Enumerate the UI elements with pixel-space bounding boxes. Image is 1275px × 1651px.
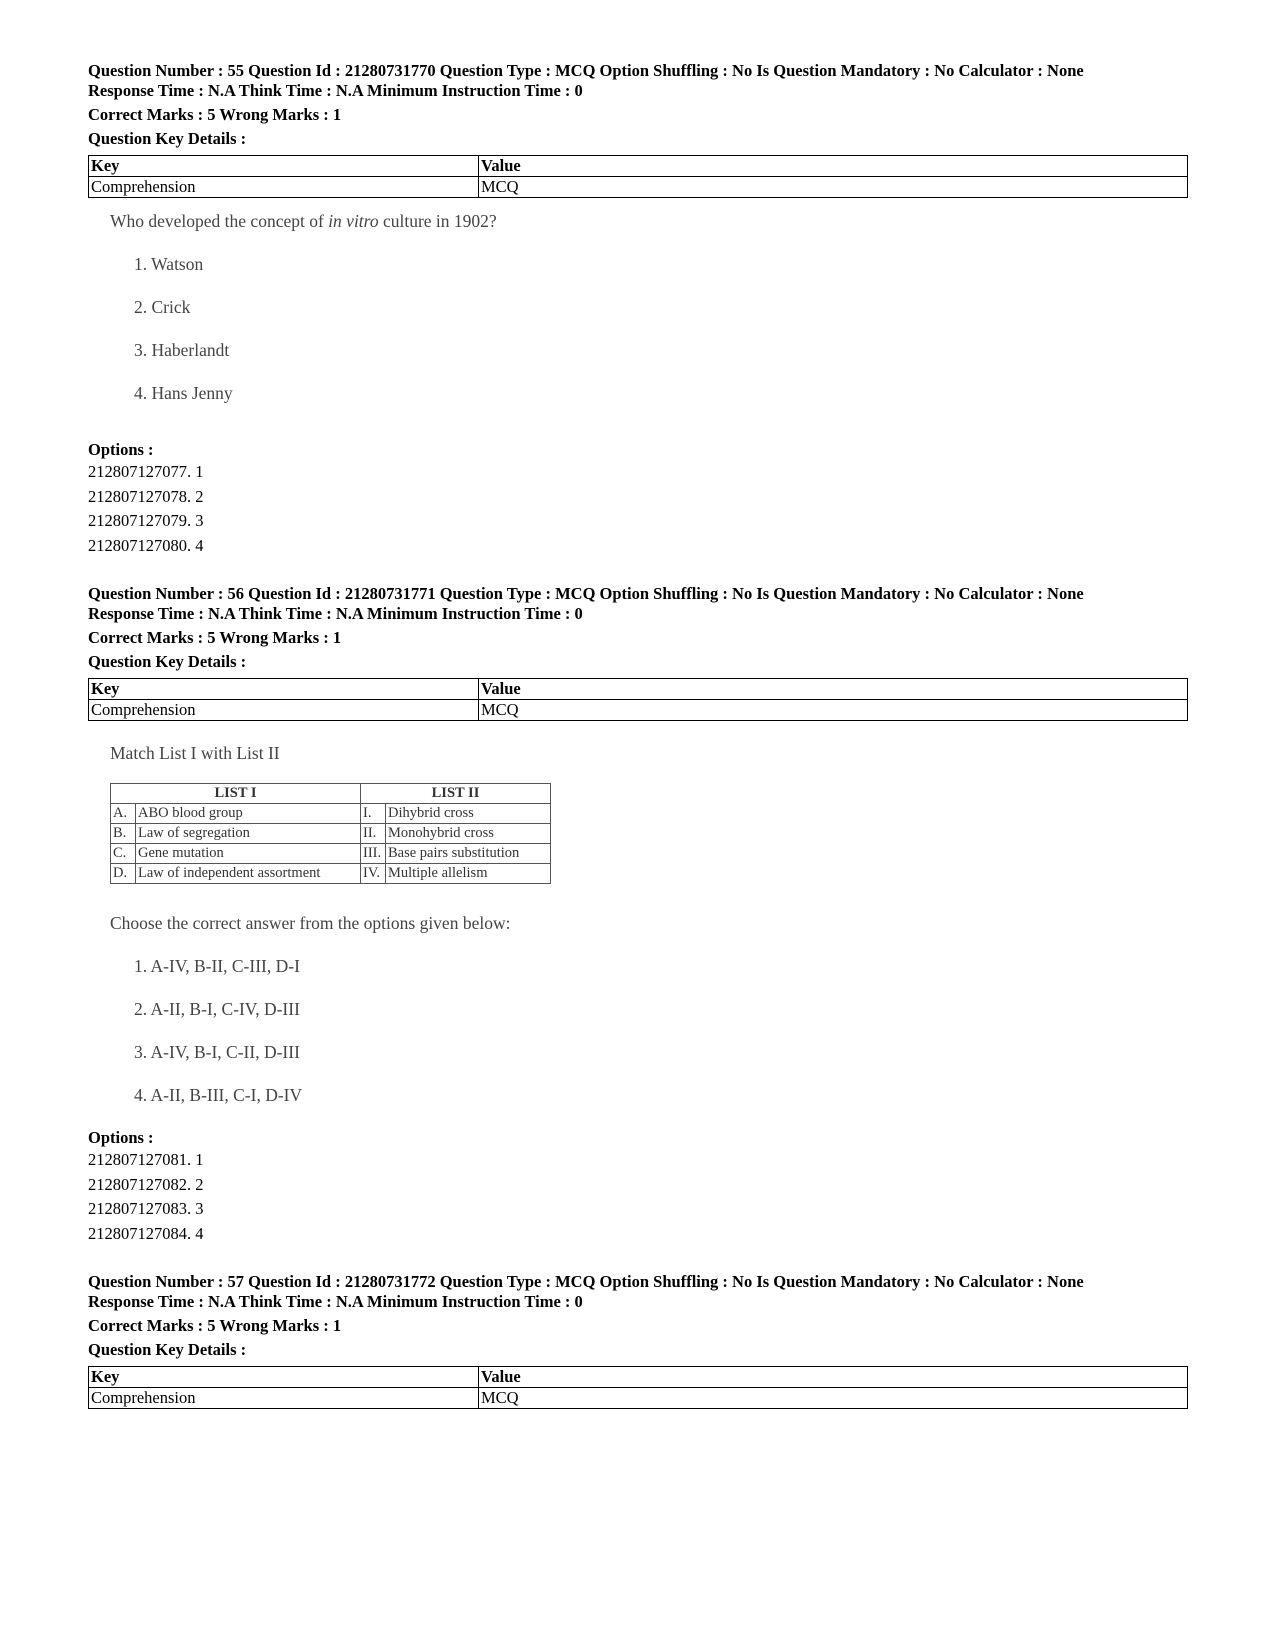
instruction-text: Choose the correct answer from the options given below: (110, 913, 511, 933)
response-time-line: Response Time : N.A Think Time : N.A Minimum Instruction Time : 0 (88, 604, 583, 623)
option-item: 212807127080. 4 (88, 535, 204, 555)
option-item: 212807127077. 1 (88, 462, 204, 481)
marks-line: Correct Marks : 5 Wrong Marks : 1 (88, 1316, 342, 1335)
value-header: Value (479, 1367, 1188, 1388)
choice: 1. A-IV, B-II, C-III, D-I (134, 956, 300, 976)
key-details-label: Question Key Details : (88, 652, 247, 671)
question-header: Question Number : 56 Question Id : 21280731771 Question Type : MCQ Option Shuffling : No Is Question Mandatory : No Calculator : None (88, 584, 1084, 603)
key-details-label: Question Key Details : (88, 1340, 247, 1359)
option-item: 212807127081. 1 (88, 1150, 204, 1169)
value-cell: MCQ (479, 1388, 1188, 1409)
value-cell: MCQ (479, 700, 1188, 721)
question-stem: Who developed the concept of in vitro culture in 1902? (110, 211, 497, 231)
list-1-header: LIST I (111, 784, 361, 804)
choice: 3. A-IV, B-I, C-II, D-III (134, 1042, 300, 1062)
table-row: B. Law of segregation II. Monohybrid cross (111, 824, 551, 844)
question-56 (88, 584, 1188, 1246)
key-cell: Comprehension (89, 700, 479, 721)
key-header: Key (89, 1367, 479, 1388)
key-details-table (88, 678, 1188, 721)
list-2-header: LIST II (361, 784, 551, 804)
choice: 4. A-II, B-III, C-I, D-IV (134, 1085, 303, 1105)
option-item: 212807127084. 4 (88, 1223, 204, 1243)
response-time-line: Response Time : N.A Think Time : N.A Minimum Instruction Time : 0 (88, 1292, 583, 1311)
key-details-table (88, 155, 1188, 198)
option-item: 212807127078. 2 (88, 486, 204, 506)
question-57 (88, 1272, 1188, 1409)
choice: 4. Hans Jenny (134, 383, 233, 403)
option-item: 212807127082. 2 (88, 1174, 204, 1194)
question-image (88, 721, 1188, 1116)
options-list (88, 460, 1188, 558)
response-time-line: Response Time : N.A Think Time : N.A Minimum Instruction Time : 0 (88, 81, 583, 100)
key-header: Key (89, 679, 479, 700)
options-list (88, 1148, 1188, 1246)
choice: 2. Crick (134, 297, 191, 317)
table-row: C. Gene mutation III. Base pairs substitution (111, 844, 551, 864)
match-list-table (110, 783, 551, 884)
question-header: Question Number : 55 Question Id : 21280731770 Question Type : MCQ Option Shuffling : No Is Question Mandatory : No Calculator : None (88, 61, 1084, 80)
marks-line: Correct Marks : 5 Wrong Marks : 1 (88, 105, 342, 124)
question-55 (88, 61, 1188, 558)
key-details-table (88, 1366, 1188, 1409)
value-cell: MCQ (479, 177, 1188, 198)
question-header: Question Number : 57 Question Id : 21280731772 Question Type : MCQ Option Shuffling : No Is Question Mandatory : No Calculator : None (88, 1272, 1084, 1291)
choice: 2. A-II, B-I, C-IV, D-III (134, 999, 300, 1019)
option-item: 212807127079. 3 (88, 511, 204, 530)
key-header: Key (89, 156, 479, 177)
key-details-label: Question Key Details : (88, 129, 247, 148)
table-row: D. Law of independent assortment IV. Multiple allelism (111, 864, 551, 884)
question-image (88, 198, 1188, 426)
table-row: A. ABO blood group I. Dihybrid cross (111, 804, 551, 824)
choice: 1. Watson (134, 254, 204, 274)
options-label: Options : (88, 1128, 154, 1147)
value-header: Value (479, 156, 1188, 177)
question-stem: Match List I with List II (110, 743, 280, 763)
stem-italic: in vitro (328, 211, 379, 231)
key-cell: Comprehension (89, 1388, 479, 1409)
marks-line: Correct Marks : 5 Wrong Marks : 1 (88, 628, 342, 647)
option-item: 212807127083. 3 (88, 1199, 204, 1218)
key-cell: Comprehension (89, 177, 479, 198)
choice: 3. Haberlandt (134, 340, 230, 360)
options-label: Options : (88, 440, 154, 459)
value-header: Value (479, 679, 1188, 700)
